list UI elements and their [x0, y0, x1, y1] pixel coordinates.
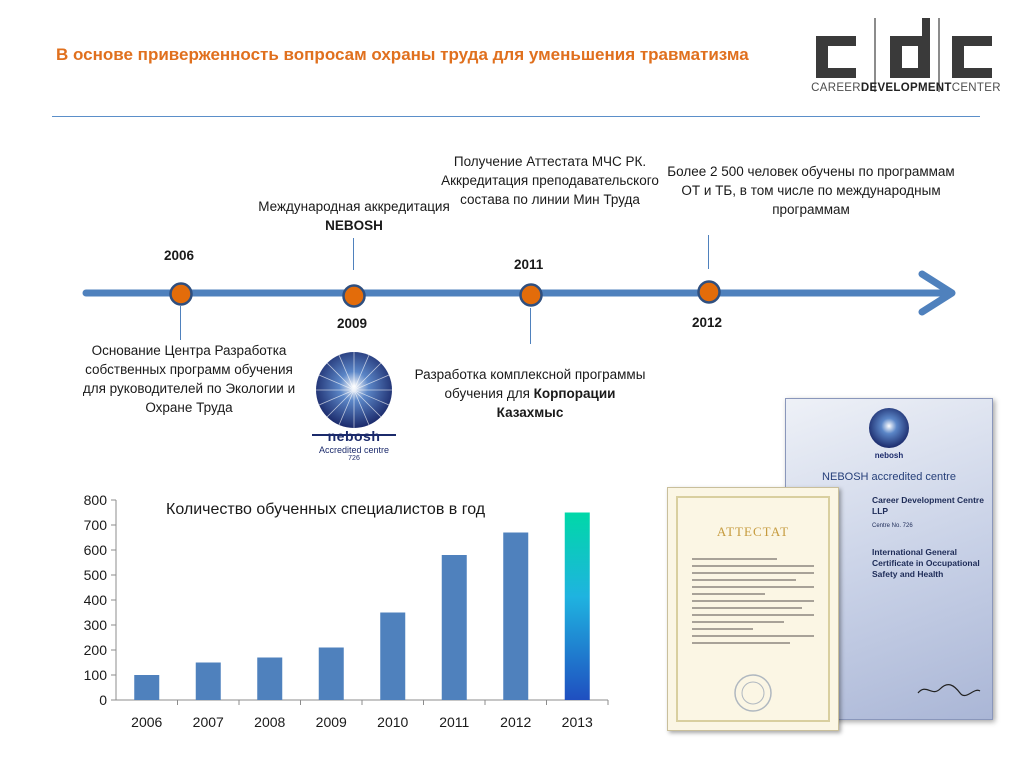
caption-2012: Более 2 500 человек обучены по программам ОТ и ТБ, в том числе по международным программам [667, 164, 955, 217]
slide-title: В основе приверженность вопросам охраны труда для уменьшения травматизма [56, 45, 749, 64]
timeline-year-2006: 2006 [164, 248, 195, 263]
milestone-dot-2012 [696, 279, 722, 305]
badge-brand: nebosh [327, 428, 381, 444]
timeline-year-2012: 2012 [692, 315, 723, 330]
x-tick-label: 2010 [377, 714, 409, 730]
connector-2011 [530, 308, 531, 344]
timeline-year-2011: 2011 [514, 257, 544, 272]
bar-2011 [442, 555, 467, 700]
connector-2006 [180, 306, 181, 340]
attestat-certificate-image [667, 487, 839, 731]
y-tick-label: 700 [83, 517, 107, 533]
caption-2011-top: Получение Аттестата МЧС РК. Аккредитация преподавательского состава по линии Мин Труда [441, 154, 659, 207]
bar-2013 [565, 513, 590, 701]
badge-subtitle: Accredited centre [318, 445, 390, 455]
y-tick-label: 200 [83, 642, 107, 658]
x-tick-label: 2012 [500, 714, 532, 730]
certificate-programme: International General Certificate in Occupational Safety and Health [872, 547, 980, 579]
certificate-centre-number: Centre No. 726 [872, 523, 913, 529]
bar-2012 [503, 533, 528, 701]
x-tick-label: 2009 [315, 714, 347, 730]
badge-centre-number: 726 [348, 455, 360, 462]
x-tick-label: 2008 [254, 714, 286, 730]
certificate-organisation: Career Development Centre LLP [872, 495, 984, 516]
connector-2012 [708, 235, 709, 269]
y-tick-label: 600 [83, 542, 107, 558]
y-tick-label: 800 [83, 492, 107, 508]
logo-wordmark: CAREERDEVELOPMENTCENTER [811, 82, 1001, 94]
y-tick-label: 500 [83, 567, 107, 583]
y-tick-label: 400 [83, 592, 107, 608]
x-tick-label: 2007 [192, 714, 224, 730]
connector-2009 [353, 238, 354, 270]
certificate-brand: nebosh [874, 451, 904, 460]
certificate-title: NEBOSH accredited centre [822, 471, 956, 483]
milestone-dot-2011 [518, 282, 544, 308]
caption-2006: Основание Центра Разработка собственных программ обучения для руководителей по Экологии и Охране Труда [82, 343, 296, 415]
caption-2009: Международная аккредитация NEBOSH [258, 199, 450, 233]
milestone-dot-2006 [168, 281, 194, 307]
signature-graphic [914, 679, 984, 699]
bar-2010 [380, 613, 405, 701]
attestat-title: АТТЕСТАТ [716, 524, 790, 539]
y-tick-label: 100 [83, 667, 107, 683]
y-tick-label: 0 [99, 692, 107, 708]
caption-2011: Разработка комплексной программы обучения для Корпорации Казахмыс [414, 367, 646, 420]
certificate-globe-icon [866, 405, 912, 451]
certificate-text-lines [692, 558, 814, 649]
bar-2009 [319, 648, 344, 701]
title-divider [52, 116, 980, 117]
bar-2006 [134, 675, 159, 700]
bar-2008 [257, 658, 282, 701]
chart-title: Количество обученных специалистов в год [166, 501, 486, 518]
x-tick-label: 2011 [439, 714, 470, 730]
bar-2007 [196, 663, 221, 701]
milestone-dot-2009 [341, 283, 367, 309]
seal-icon [730, 670, 776, 716]
timeline-year-2009: 2009 [337, 316, 368, 331]
bar-chart [60, 488, 620, 738]
x-tick-label: 2006 [131, 714, 163, 730]
x-tick-label: 2013 [561, 714, 593, 730]
y-tick-label: 300 [83, 617, 107, 633]
